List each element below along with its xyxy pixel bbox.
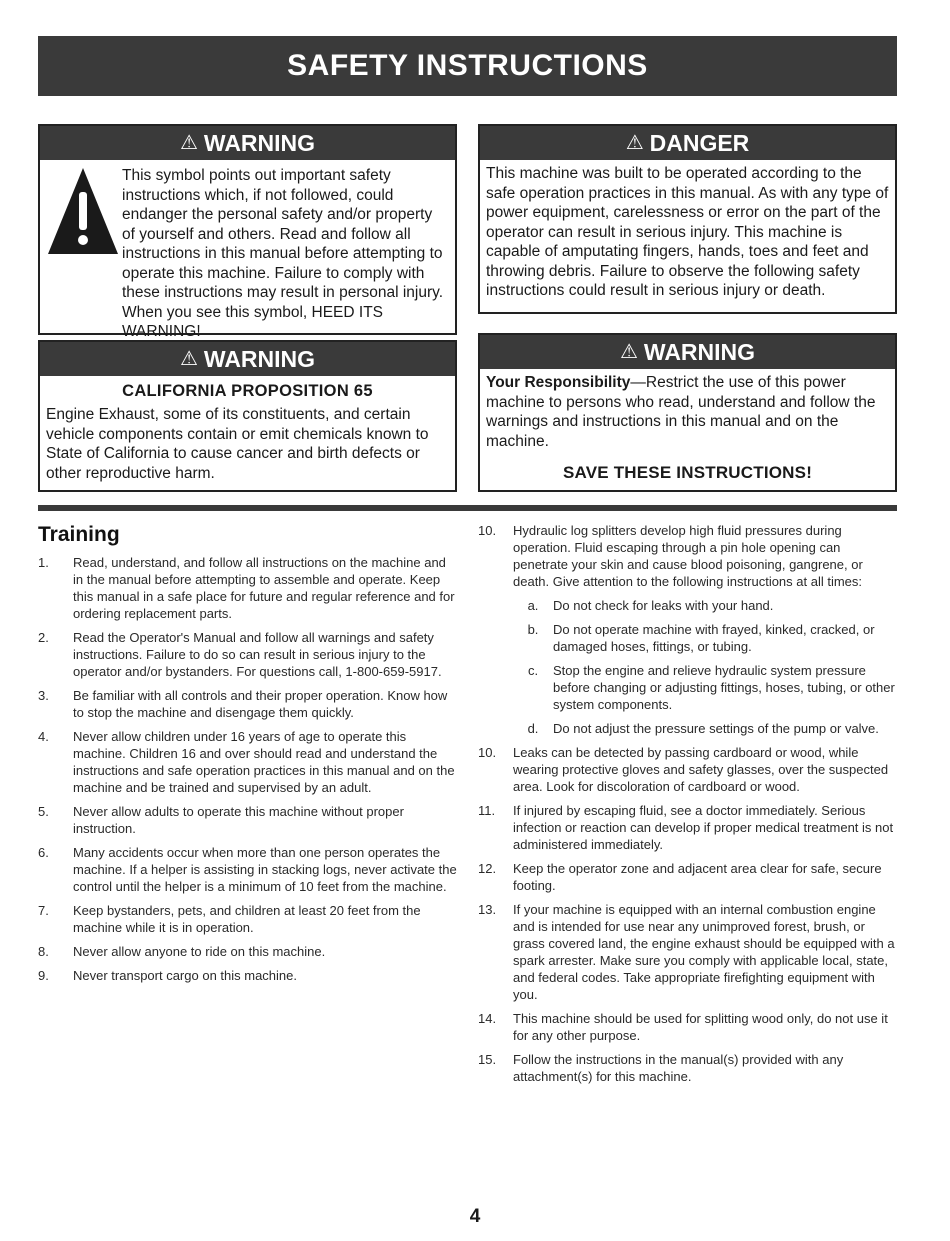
sub-list-item xyxy=(513,720,898,737)
item-number: 4. xyxy=(38,729,49,744)
danger-header xyxy=(480,126,895,160)
danger-box xyxy=(478,124,897,314)
page-banner: SAFETY INSTRUCTIONS xyxy=(38,36,897,96)
list-item xyxy=(38,629,458,680)
item-number: 11. xyxy=(478,803,496,818)
training-list xyxy=(38,554,458,984)
sub-list-item xyxy=(513,621,898,655)
responsibility-body: —Restrict the use of this power machine to persons who read, understand and follow the warnings and instructions in this manual and on the machine. xyxy=(486,374,876,450)
list-item xyxy=(478,802,898,853)
item-number: 9. xyxy=(38,968,49,983)
item-text: If injured by escaping fluid, see a doctor immediately. Serious infection or reaction can develop if proper medical treatment is not administered immediately. xyxy=(513,803,894,852)
item-number: c. xyxy=(527,663,539,678)
item-text: Never transport cargo on this machine. xyxy=(73,968,297,983)
item-text: Leaks can be detected by passing cardboard or wood, while wearing protective gloves and safety glasses, over the suspected area. Look for discoloration of cardboard or wood. xyxy=(513,745,889,794)
item-text: Do not adjust the pressure settings of the pump or valve. xyxy=(553,721,879,736)
list-item xyxy=(38,728,458,796)
list-item xyxy=(478,1010,898,1044)
item-text: Stop the engine and relieve hydraulic system pressure before changing or adjusting fittings, hoses, tubing, or other system components. xyxy=(553,663,895,712)
training-title: Training xyxy=(38,523,120,546)
responsibility-lead: Your Responsibility xyxy=(486,374,631,391)
item-number: 10. xyxy=(478,523,497,538)
list-item xyxy=(478,1051,898,1085)
item-number: 5. xyxy=(38,804,49,819)
prop65-heading: WARNING xyxy=(203,345,316,372)
item-text: Hydraulic log splitters develop high fluid pressures during operation. Fluid escaping through a pin hole opening can penetrate your skin and cause blood poisoning, gangrene, or death. Give attention to the following instructions at all times: xyxy=(513,523,863,589)
list-item xyxy=(38,943,458,960)
item-number: 13. xyxy=(478,902,497,917)
item-text: Read, understand, and follow all instructions on the machine and in the manual before attempting to assemble and operate. Keep this manual in a safe place for future and regular reference and for ordering replacement parts. xyxy=(73,555,455,621)
prop65-text: Engine Exhaust, some of its constituents, and certain vehicle components contain or emit chemicals known to State of California to cause cancer and birth defects or other reproductive harm. xyxy=(46,406,429,482)
sub-list-item xyxy=(513,662,898,713)
warning-header xyxy=(40,126,455,160)
list-item xyxy=(38,803,458,837)
item-text: Do not check for leaks with your hand. xyxy=(553,598,774,613)
item-number: 6. xyxy=(38,845,49,860)
item-text: Never allow anyone to ride on this machine. xyxy=(73,944,326,959)
item-number: 8. xyxy=(38,944,49,959)
warning-triangle-icon: ⚠ xyxy=(619,341,638,363)
item-number: a. xyxy=(527,598,539,613)
item-number: d. xyxy=(527,721,539,736)
large-warning-triangle-icon xyxy=(46,166,120,258)
responsibility-heading: WARNING xyxy=(643,338,756,365)
warning-text: This symbol points out important safety instructions which, if not followed, could endanger the personal safety and/or property of yourself and others. Read and follow all instructions in this manual before attempting to operate this machine. Failure to comply with these instructions may result in personal injury. When you see this symbol, HEED ITS WARNING! xyxy=(122,167,444,340)
item-number: 12. xyxy=(478,861,497,876)
training-column xyxy=(38,522,458,991)
list-item xyxy=(38,844,458,895)
warning-symbol-box xyxy=(38,124,457,340)
sub-list-item xyxy=(513,597,898,614)
responsibility-header xyxy=(480,335,895,369)
item-text: Never allow adults to operate this machine without proper instruction. xyxy=(73,804,404,836)
warning-triangle-icon: ⚠ xyxy=(625,132,644,154)
list-item xyxy=(38,554,458,622)
save-instructions-notice: SAVE THESE INSTRUCTIONS! xyxy=(562,463,813,482)
prop65-title: CALIFORNIA PROPOSITION 65 xyxy=(122,382,373,400)
item-number: b. xyxy=(527,622,539,637)
danger-heading: DANGER xyxy=(649,129,750,156)
item-number: 15. xyxy=(478,1052,497,1067)
section-divider xyxy=(38,505,897,511)
danger-text: This machine was built to be operated according to the safe operation practices in this manual. As with any type of power equipment, carelessness or error on the part of the operator can result in serious injury. This machine is capable of amputating fingers, hands, toes and feet and throwing debris. Failure to observe the following safety instructions could result in serious injury or death. xyxy=(486,165,889,299)
item-number: 3. xyxy=(38,688,49,703)
item-text: Never allow children under 16 years of age to operate this machine. Children 16 and over should read and understand the instructions and safe operation practices in this manual and on the machine and be trained and supervised by an adult. xyxy=(73,729,455,795)
responsibility-warning-box xyxy=(478,333,897,492)
list-item xyxy=(38,687,458,721)
page-number: 4 xyxy=(469,1206,481,1227)
item-text: Read the Operator's Manual and follow all warnings and safety instructions. Failure to do so can result in serious injury to the operator and/or bystanders. For questions call, 1-800-659-5917. xyxy=(73,630,442,679)
item-text: Be familiar with all controls and their proper operation. Know how to stop the machine and disengage them quickly. xyxy=(73,688,448,720)
hydraulic-sublist xyxy=(478,597,898,737)
list-item xyxy=(38,967,458,984)
item-number: 14. xyxy=(478,1011,497,1026)
item-text: Follow the instructions in the manual(s) provided with any attachment(s) for this machine. xyxy=(513,1052,844,1084)
warning-heading: WARNING xyxy=(203,129,316,156)
warning-triangle-icon: ⚠ xyxy=(179,348,198,370)
item-number: 7. xyxy=(38,903,49,918)
item-text: Many accidents occur when more than one person operates the machine. If a helper is assisting in stacking logs, never activate the control until the helper is a minimum of 10 feet from the machine. xyxy=(73,845,457,894)
item-text: If your machine is equipped with an internal combustion engine and is intended for use near any unimproved forest, brush, or grass covered land, the engine exhaust should be equipped with a spark arrester. Make sure you comply with applicable local, state, and federal codes. Take appropriate firefighting equipment with you. xyxy=(513,902,895,1002)
item-number: 1. xyxy=(38,555,49,570)
safety-list-column xyxy=(478,522,898,1092)
responsibility-text xyxy=(480,369,895,451)
list-item xyxy=(478,522,898,590)
prop65-header xyxy=(40,342,455,376)
item-number: 2. xyxy=(38,630,49,645)
item-number: 10. xyxy=(478,745,497,760)
safety-list xyxy=(478,744,898,1085)
item-text: Keep bystanders, pets, and children at least 20 feet from the machine while it is in operation. xyxy=(73,903,421,935)
list-item xyxy=(38,902,458,936)
prop65-warning-box xyxy=(38,340,457,492)
list-item xyxy=(478,860,898,894)
list-item xyxy=(478,901,898,1003)
warning-triangle-icon: ⚠ xyxy=(179,132,198,154)
item-text: Do not operate machine with frayed, kinked, cracked, or damaged hoses, fittings, or tubing. xyxy=(553,622,875,654)
item-text: This machine should be used for splitting wood only, do not use it for any other purpose. xyxy=(513,1011,888,1043)
item-text: Keep the operator zone and adjacent area clear for safe, secure footing. xyxy=(513,861,882,893)
list-item xyxy=(478,744,898,795)
